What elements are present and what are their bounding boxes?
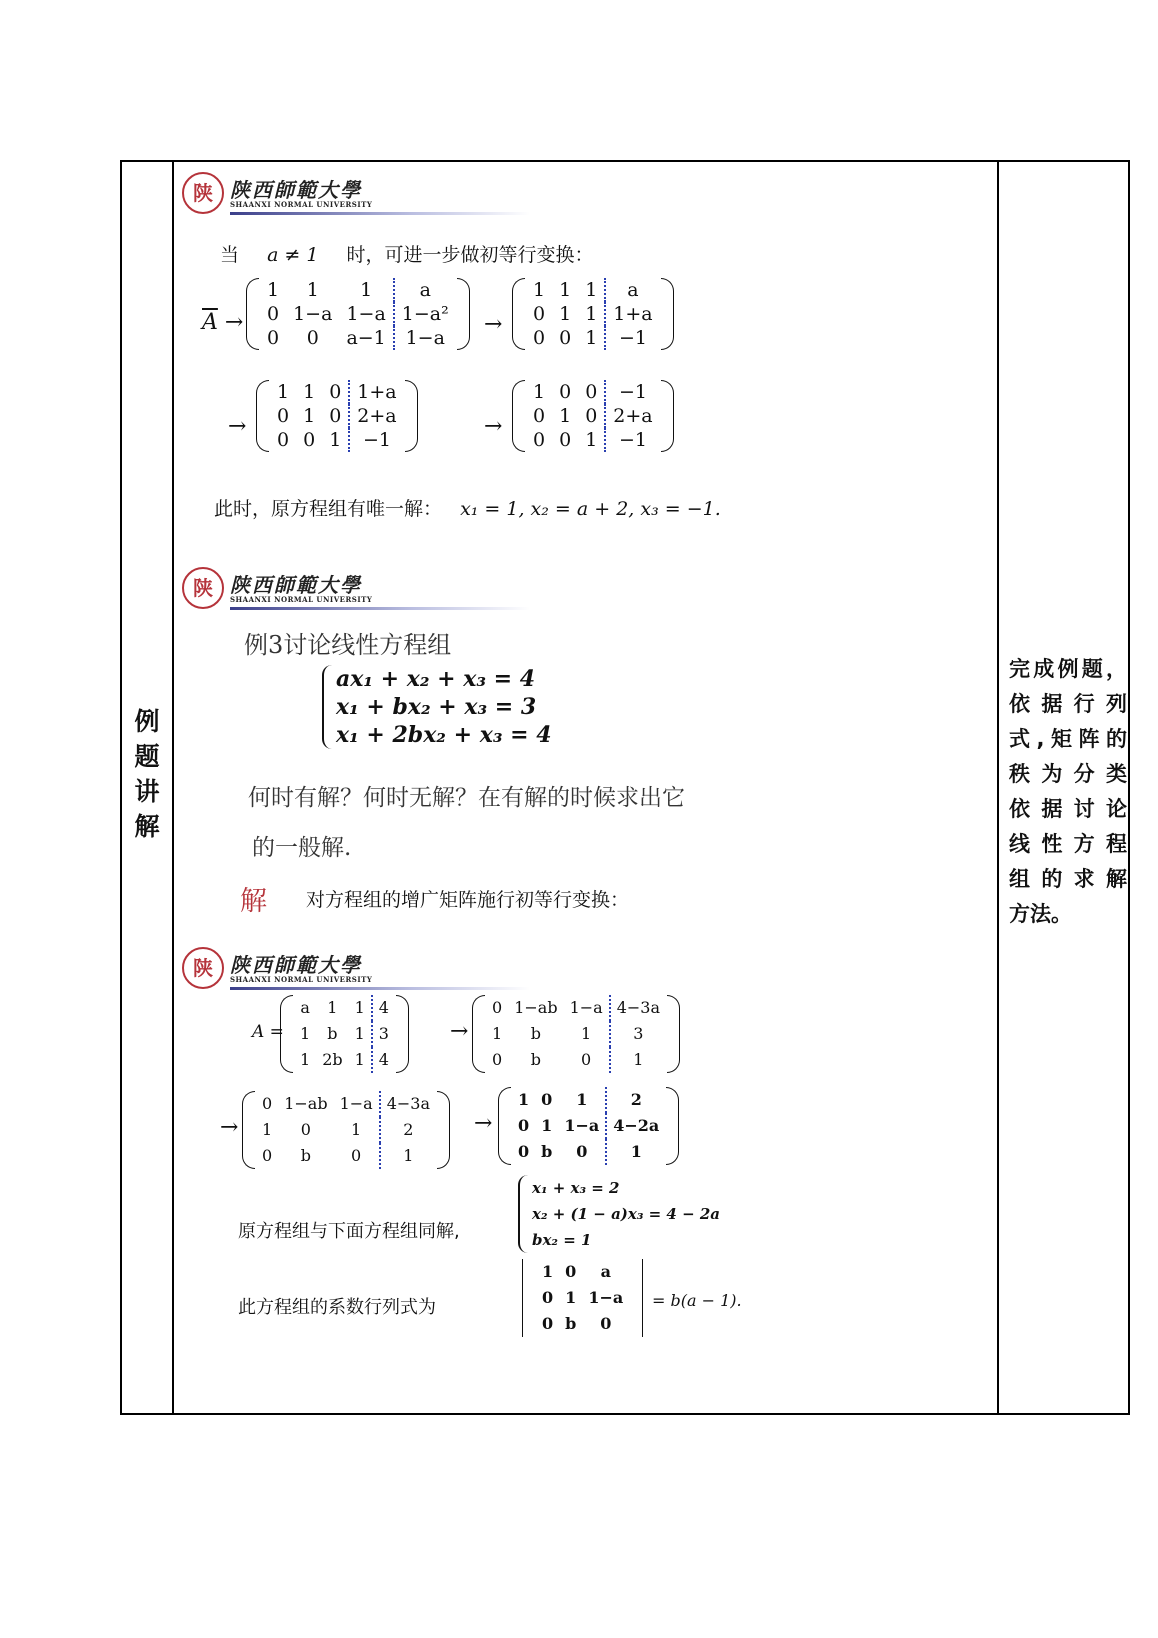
matrix-entry: 1−a: [339, 1094, 373, 1113]
matrix-entry: 0: [329, 405, 342, 427]
matrix-entry: 0: [533, 405, 546, 427]
matrix-entry: 0: [559, 429, 572, 451]
matrix-entry: b: [327, 1024, 338, 1043]
matrix-entry: 0: [533, 303, 546, 325]
seal-icon: 陕: [182, 567, 224, 609]
bracket-left: [512, 380, 525, 452]
matrix-entry: 4−3a: [380, 1091, 436, 1117]
matrix-entry: 0: [585, 381, 598, 403]
logo-underline: [230, 987, 530, 990]
matrix-entry: b: [530, 1024, 541, 1043]
matrix-entry: 1: [565, 1288, 577, 1307]
logo-underline: [230, 607, 530, 610]
matrix-3: [256, 380, 418, 452]
matrix-entry: b: [541, 1142, 553, 1161]
matrix-entry: 1−a: [293, 303, 333, 325]
matrix-row: [260, 278, 456, 302]
matrix-entry: 1: [533, 279, 546, 301]
condition-line: 当 a ≠ 1 时，可进一步做初等行变换：: [220, 244, 594, 266]
matrix-row: [512, 1113, 665, 1139]
matrix-entry: 1: [610, 1047, 666, 1073]
matrix-2: [472, 995, 680, 1073]
matrix-row: [270, 428, 404, 452]
matrix-row: [526, 278, 660, 302]
matrix-entry: −1: [605, 380, 659, 404]
matrix-row: [512, 1087, 665, 1113]
matrix-row: [512, 1139, 665, 1165]
equivalent-system: x₁ + x₃ = 2 x₂ + (1 − a)x₃ = 4 − 2a bx₂ = 1: [518, 1175, 720, 1253]
matrix-entry: b: [565, 1314, 577, 1333]
question-line-2: 的一般解.: [252, 835, 352, 861]
lesson-table: [120, 160, 1130, 1415]
matrix-entry: a: [605, 278, 659, 302]
matrix-entry: 0: [277, 405, 290, 427]
matrix-entry: 2+a: [349, 404, 403, 428]
arrow: →: [484, 414, 503, 439]
matrix-entry: 1+a: [349, 380, 403, 404]
matrix-entry: a−1: [346, 327, 386, 349]
matrix-entry: 2: [380, 1117, 436, 1143]
matrix-entry: 1: [267, 279, 280, 301]
slide-3: [182, 947, 982, 1407]
matrix-1: [246, 278, 470, 350]
matrix-entry: 0: [559, 381, 572, 403]
matrix-row: [294, 1047, 395, 1073]
solution-intro: 对方程组的增广矩阵施行初等行变换：: [306, 889, 630, 911]
matrix-row: [256, 1091, 436, 1117]
equation-system: ax₁ + x₂ + x₃ = 4 x₁ + bx₂ + x₃ = 3 x₁ + 2bx₂ + x₃ = 4: [322, 665, 552, 749]
determinant-text: 此方程组的系数行列式为: [238, 1297, 436, 1318]
matrix-row: [526, 404, 660, 428]
matrix-entry: 1−a: [588, 1288, 624, 1307]
matrix-4: [498, 1087, 679, 1165]
matrix-entry: 0: [533, 327, 546, 349]
solution-label: 解: [240, 886, 267, 917]
bracket-right: [396, 995, 409, 1073]
matrix-row: [526, 380, 660, 404]
bracket-right: [405, 380, 418, 452]
matrix-entry: 0: [267, 303, 280, 325]
bracket-left: [246, 278, 259, 350]
matrix-entry: 1: [585, 429, 598, 451]
matrix-entry: 1: [518, 1090, 530, 1109]
matrix-entry: 1: [559, 405, 572, 427]
slide-2: [182, 567, 982, 917]
bracket-right: [437, 1091, 450, 1169]
matrix-2: [512, 278, 674, 350]
arrow: →: [228, 414, 247, 439]
matrix-entry: 1−a: [394, 326, 456, 350]
arrow: →: [450, 1019, 469, 1044]
matrix-entry: 1: [327, 998, 338, 1017]
matrix-row: [270, 380, 404, 404]
equivalent-system-text: 原方程组与下面方程组同解,: [238, 1221, 460, 1242]
bracket-left: [280, 995, 293, 1073]
matrix-entry: 0: [565, 1262, 577, 1281]
matrix-row: [294, 1021, 395, 1047]
matrix-entry: 2b: [322, 1050, 343, 1069]
matrix-entry: 0: [518, 1116, 530, 1135]
matrix-row: [526, 302, 660, 326]
matrix-entry: 4: [372, 995, 395, 1021]
matrix-entry: 0: [306, 327, 319, 349]
matrix-entry: 1: [585, 303, 598, 325]
matrix-entry: 1: [303, 405, 316, 427]
slide-1: [182, 172, 982, 522]
matrix-entry: a: [600, 1262, 611, 1281]
matrix-entry: 2: [606, 1087, 665, 1113]
matrix-row: [270, 404, 404, 428]
matrix-entry: 1−ab: [284, 1094, 328, 1113]
matrix-entry: 1−a: [564, 1116, 600, 1135]
university-logo: 陕 陕西師範大學 SHAANXI NORMAL UNIVERSITY: [182, 567, 982, 613]
matrix-entry: 0: [300, 1120, 311, 1139]
abar-label: $\overline{A}$ →: [202, 310, 244, 335]
bracket-right: [637, 1259, 643, 1337]
bracket-right: [666, 1087, 679, 1165]
teaching-note: 完成例题， 依据行列 式,矩阵的 秩为分类 依据讨论 线性方程 组的求解 方法。: [1009, 657, 1127, 926]
matrix-entry: 1: [354, 1050, 365, 1069]
matrix-entry: 0: [542, 1314, 554, 1333]
matrix-entry: 4−2a: [606, 1113, 665, 1139]
matrix-entry: 1: [542, 1262, 554, 1281]
coefficient-determinant: [522, 1259, 643, 1337]
matrix-entry: 0: [492, 998, 503, 1017]
matrix-entry: 0: [262, 1094, 273, 1113]
matrix-entry: 1: [354, 1024, 365, 1043]
matrix-entry: 1: [300, 1050, 311, 1069]
bracket-left: [522, 1259, 528, 1337]
bracket-left: [512, 278, 525, 350]
arrow: →: [484, 312, 503, 337]
note-cell: [999, 162, 1128, 1413]
matrix-row: [256, 1117, 436, 1143]
university-logo: 陕 陕西師範大學 SHAANXI NORMAL UNIVERSITY: [182, 947, 982, 993]
matrix-row: [536, 1285, 629, 1311]
matrix-row: [486, 1021, 666, 1047]
matrix-entry: 0: [581, 1050, 592, 1069]
arrow: →: [474, 1111, 493, 1136]
matrix-entry: 1: [380, 1143, 436, 1169]
abar-eq-label: A =: [252, 1022, 284, 1042]
bracket-left: [472, 995, 485, 1073]
matrix-row: [260, 302, 456, 326]
matrix-entry: 1: [581, 1024, 592, 1043]
matrix-entry: 1: [541, 1116, 553, 1135]
matrix-entry: 1: [360, 279, 373, 301]
arrow: →: [220, 1115, 239, 1140]
matrix-row: [260, 326, 456, 350]
matrix-entry: 0: [600, 1314, 612, 1333]
matrix-entry: 1−a: [569, 998, 603, 1017]
bracket-left: [256, 380, 269, 452]
matrix-entry: 1: [585, 279, 598, 301]
matrix-4: [512, 380, 674, 452]
matrix-entry: b: [300, 1146, 311, 1165]
matrix-entry: −1: [605, 326, 659, 350]
matrix-1: [280, 995, 409, 1073]
matrix-entry: 1: [354, 998, 365, 1017]
matrix-entry: 3: [372, 1021, 395, 1047]
row-label-cell: [122, 162, 174, 1413]
matrix-entry: 1: [492, 1024, 503, 1043]
matrix-entry: 1: [585, 327, 598, 349]
matrix-entry: b: [530, 1050, 541, 1069]
matrix-entry: 1: [576, 1090, 588, 1109]
matrix-entry: 0: [329, 381, 342, 403]
matrix-entry: 1: [606, 1139, 665, 1165]
matrix-entry: 0: [576, 1142, 588, 1161]
unique-solution-line: 此时，原方程组有唯一解： x₁ = 1, x₂ = a + 2, x₃ = −1.: [214, 498, 721, 520]
question-line-1: 何时有解？何时无解？在有解的时候求出它: [248, 785, 685, 811]
matrix-entry: 0: [262, 1146, 273, 1165]
matrix-entry: a: [300, 998, 310, 1017]
matrix-3: [242, 1091, 450, 1169]
matrix-entry: 1: [277, 381, 290, 403]
bracket-left: [242, 1091, 255, 1169]
matrix-entry: 1: [351, 1120, 362, 1139]
matrix-row: [526, 428, 660, 452]
matrix-row: [486, 1047, 666, 1073]
seal-icon: 陕: [182, 947, 224, 989]
matrix-entry: 0: [542, 1288, 554, 1307]
bracket-right: [661, 278, 674, 350]
matrix-entry: 1: [559, 279, 572, 301]
matrix-row: [526, 326, 660, 350]
matrix-entry: 1: [559, 303, 572, 325]
matrix-entry: 1−ab: [514, 998, 558, 1017]
matrix-entry: 0: [533, 429, 546, 451]
matrix-entry: 1: [306, 279, 319, 301]
bracket-right: [457, 278, 470, 350]
row-label: 例 题 讲 解: [134, 707, 160, 841]
matrix-entry: 0: [492, 1050, 503, 1069]
matrix-entry: 1−a: [346, 303, 386, 325]
matrix-entry: −1: [605, 428, 659, 452]
matrix-row: [536, 1259, 629, 1285]
matrix-entry: 0: [277, 429, 290, 451]
example-title: 例3讨论线性方程组: [244, 631, 452, 659]
university-logo: 陕 陕西師範大學 SHAANXI NORMAL UNIVERSITY: [182, 172, 982, 218]
matrix-entry: 4−3a: [610, 995, 666, 1021]
matrix-entry: 3: [610, 1021, 666, 1047]
matrix-row: [486, 995, 666, 1021]
matrix-entry: 4: [372, 1047, 395, 1073]
determinant-result: = b(a − 1).: [652, 1291, 742, 1310]
matrix-entry: 1+a: [605, 302, 659, 326]
content-cell: [174, 162, 999, 1413]
matrix-entry: 0: [267, 327, 280, 349]
matrix-entry: 0: [541, 1090, 553, 1109]
matrix-entry: 1: [300, 1024, 311, 1043]
matrix-entry: 0: [351, 1146, 362, 1165]
matrix-entry: 1: [303, 381, 316, 403]
matrix-entry: 0: [518, 1142, 530, 1161]
matrix-entry: 0: [303, 429, 316, 451]
bracket-right: [661, 380, 674, 452]
matrix-entry: 1: [533, 381, 546, 403]
matrix-entry: 1−a²: [394, 302, 456, 326]
logo-underline: [230, 212, 530, 215]
matrix-row: [256, 1143, 436, 1169]
matrix-row: [536, 1311, 629, 1337]
matrix-entry: 1: [262, 1120, 273, 1139]
bracket-left: [498, 1087, 511, 1165]
matrix-entry: 1: [329, 429, 342, 451]
matrix-entry: 0: [585, 405, 598, 427]
seal-icon: 陕: [182, 172, 224, 214]
matrix-entry: −1: [349, 428, 403, 452]
matrix-entry: 0: [559, 327, 572, 349]
matrix-entry: 2+a: [605, 404, 659, 428]
bracket-right: [667, 995, 680, 1073]
matrix-entry: a: [394, 278, 456, 302]
matrix-row: [294, 995, 395, 1021]
